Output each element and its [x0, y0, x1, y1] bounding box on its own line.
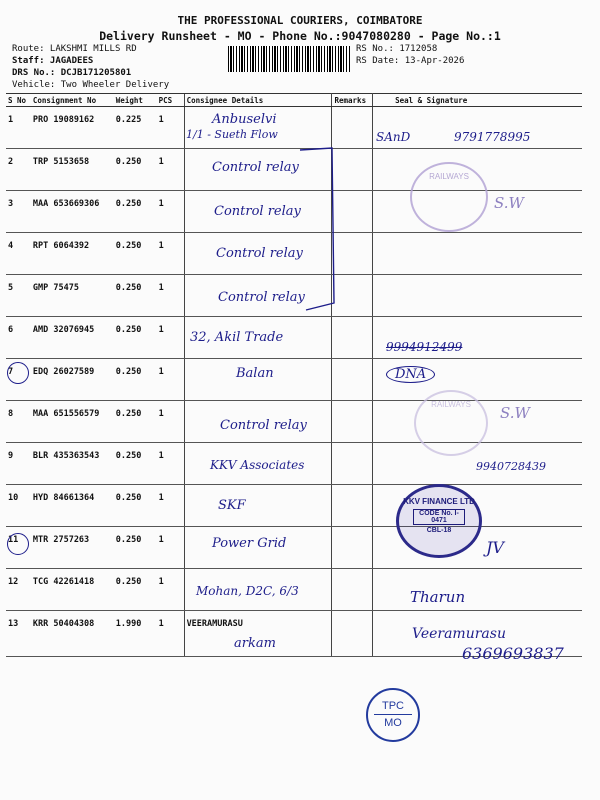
- table-row: [6, 485, 582, 527]
- consignee-cell: VEERAMURASU: [184, 611, 332, 657]
- consignment-cell: BLR 435363543: [31, 443, 114, 485]
- circle-mark-r11: [7, 533, 29, 555]
- handwriting-r12: Mohan, D2C, 6/3: [196, 584, 299, 598]
- sno-cell: 5: [6, 275, 31, 317]
- consignment-cell: AMD 32076945: [31, 317, 114, 359]
- table-row: [6, 359, 582, 401]
- consignment-cell: GMP 75475: [31, 275, 114, 317]
- tpc-mo-stamp: [366, 688, 420, 742]
- remarks-cell: [332, 401, 373, 443]
- sno-cell: 11: [6, 527, 31, 569]
- consignee-cell: [184, 485, 332, 527]
- table-header-row: [6, 94, 582, 107]
- handwriting-r9: KKV Associates: [210, 458, 305, 472]
- col-sno: S No: [6, 94, 31, 107]
- consignment-cell: TCG 42261418: [31, 569, 114, 611]
- finance-stamp-name: KKV FINANCE LTD: [403, 497, 475, 506]
- railways-stamp-2: [414, 390, 488, 456]
- handwriting-r4: Control relay: [216, 246, 303, 261]
- sno-cell: 10: [6, 485, 31, 527]
- remarks-cell: [332, 611, 373, 657]
- signature-cell: [373, 569, 582, 611]
- barcode: [228, 46, 350, 72]
- handwriting-r1-sub: 1/1 - Sueth Flow: [186, 128, 278, 141]
- drs-label: DRS No.: DCJB171205801: [12, 68, 132, 78]
- consignment-cell: PRO 19089162: [31, 107, 114, 149]
- finance-stamp: [396, 484, 482, 558]
- consignment-cell: MAA 651556579: [31, 401, 114, 443]
- table-row: [6, 317, 582, 359]
- weight-cell: 0.250: [114, 401, 157, 443]
- handwriting-r11: Power Grid: [212, 536, 287, 551]
- tpc-stamp-divider: [374, 714, 412, 715]
- handwriting-r1-phone: 9791778995: [454, 130, 531, 144]
- handwriting-r13-sign: Veeramurasu: [412, 626, 506, 642]
- weight-cell: 0.250: [114, 233, 157, 275]
- col-weight: Weight: [114, 94, 157, 107]
- handwriting-r10: SKF: [218, 498, 246, 513]
- vehicle-label: Vehicle: Two Wheeler Delivery: [12, 80, 170, 90]
- weight-cell: 0.250: [114, 359, 157, 401]
- weight-cell: 0.250: [114, 527, 157, 569]
- col-signature: Seal & Signature: [373, 94, 582, 107]
- remarks-cell: [332, 569, 373, 611]
- pcs-cell: 1: [157, 401, 185, 443]
- railways-stamp-2-text: RAILWAYS: [431, 400, 471, 409]
- staff-label: Staff: JAGADEES: [12, 56, 94, 66]
- consignment-cell: KRR 50404308: [31, 611, 114, 657]
- pcs-cell: 1: [157, 443, 185, 485]
- weight-cell: 1.990: [114, 611, 157, 657]
- finance-stamp-code: CODE No. I-0471: [413, 509, 465, 525]
- signature-cell: [373, 233, 582, 275]
- handwriting-r7-remark: DNA: [386, 366, 435, 383]
- runsheet-title: Delivery Runsheet - MO - Phone No.:9047080280 - Page No.:1: [99, 29, 501, 43]
- weight-cell: 0.250: [114, 569, 157, 611]
- consignment-cell: TRP 5153658: [31, 149, 114, 191]
- handwriting-r9-phone: 9940728439: [476, 460, 546, 473]
- pcs-cell: 1: [157, 569, 185, 611]
- circle-mark-r7: [7, 362, 29, 384]
- sno-cell: 6: [6, 317, 31, 359]
- weight-cell: 0.250: [114, 149, 157, 191]
- handwriting-r5: Control relay: [218, 290, 305, 305]
- handwriting-r13-phone: 6369693837: [462, 644, 564, 663]
- sno-cell: 7: [6, 359, 31, 401]
- rs-date: RS Date: 13-Apr-2026: [356, 56, 465, 66]
- signature-cell: [373, 275, 582, 317]
- handwriting-r3: Control relay: [214, 204, 301, 219]
- bracket-mark: [296, 138, 346, 318]
- col-consignment: Consignment No: [31, 94, 114, 107]
- runsheet-table: [6, 93, 582, 657]
- sno-cell: 1: [6, 107, 31, 149]
- weight-cell: 0.225: [114, 107, 157, 149]
- weight-cell: 0.250: [114, 275, 157, 317]
- pcs-cell: 1: [157, 611, 185, 657]
- sno-cell: 8: [6, 401, 31, 443]
- company-title: THE PROFESSIONAL COURIERS, COIMBATORE: [177, 14, 423, 27]
- handwriting-r7: Balan: [236, 366, 274, 381]
- handwriting-r1-name: Anbuselvi: [212, 112, 277, 127]
- handwriting-r6: 32, Akil Trade: [190, 330, 284, 345]
- handwriting-r1-sign: SAnD: [376, 130, 411, 144]
- pcs-cell: 1: [157, 149, 185, 191]
- weight-cell: 0.250: [114, 443, 157, 485]
- pcs-cell: 1: [157, 317, 185, 359]
- railways-stamp-text: RAILWAYS: [429, 172, 469, 181]
- weight-cell: 0.250: [114, 317, 157, 359]
- pcs-cell: 1: [157, 527, 185, 569]
- sno-cell: 13: [6, 611, 31, 657]
- pcs-cell: 1: [157, 107, 185, 149]
- signature-r8: S.W: [500, 404, 530, 422]
- consignment-cell: RPT 6064392: [31, 233, 114, 275]
- handwriting-r2: Control relay: [212, 160, 299, 175]
- sno-cell: 12: [6, 569, 31, 611]
- col-consignee: Consignee Details: [184, 94, 332, 107]
- consignment-cell: HYD 84661364: [31, 485, 114, 527]
- remarks-cell: [332, 443, 373, 485]
- finance-stamp-cbl: CBL-18: [426, 527, 452, 534]
- remarks-cell: [332, 485, 373, 527]
- pcs-cell: 1: [157, 233, 185, 275]
- weight-cell: 0.250: [114, 191, 157, 233]
- handwriting-r13: arkam: [234, 636, 276, 651]
- remarks-cell: [332, 527, 373, 569]
- consignment-cell: MAA 653669306: [31, 191, 114, 233]
- handwriting-r11-sign: JV: [486, 538, 504, 557]
- consignment-cell: MTR 2757263: [31, 527, 114, 569]
- consignment-cell: EDQ 26027589: [31, 359, 114, 401]
- handwriting-r6-phone: 9994912499: [386, 340, 463, 354]
- route-label: Route: LAKSHMI MILLS RD: [12, 44, 137, 54]
- sno-cell: 9: [6, 443, 31, 485]
- weight-cell: 0.250: [114, 485, 157, 527]
- rs-number: RS No.: 1712058: [356, 44, 438, 54]
- handwriting-r8: Control relay: [220, 418, 307, 433]
- railways-stamp-1: [410, 162, 488, 232]
- tpc-stamp-bottom: MO: [384, 717, 402, 729]
- pcs-cell: 1: [157, 191, 185, 233]
- handwriting-r12-sign: Tharun: [410, 588, 466, 606]
- pcs-cell: 1: [157, 275, 185, 317]
- sno-cell: 4: [6, 233, 31, 275]
- sno-cell: 3: [6, 191, 31, 233]
- remarks-cell: [332, 317, 373, 359]
- col-remarks: Remarks: [332, 94, 373, 107]
- tpc-stamp-top: TPC: [382, 700, 404, 712]
- signature-r3: S.W: [494, 194, 524, 212]
- pcs-cell: 1: [157, 359, 185, 401]
- pcs-cell: 1: [157, 485, 185, 527]
- remarks-cell: [332, 359, 373, 401]
- sno-cell: 2: [6, 149, 31, 191]
- col-pcs: PCS: [157, 94, 185, 107]
